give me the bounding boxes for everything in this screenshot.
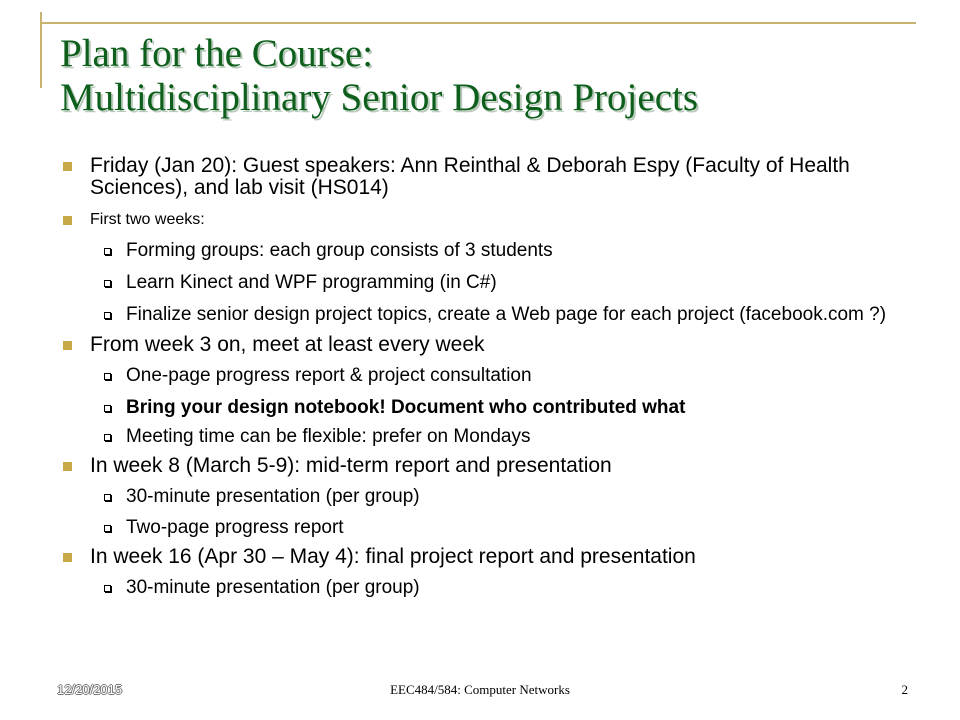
hollow-square-bullet-icon xyxy=(104,280,111,287)
hollow-square-bullet-icon xyxy=(104,525,111,532)
square-bullet-icon xyxy=(63,462,72,471)
sub-bullet-item xyxy=(60,516,940,539)
bullet-item xyxy=(60,455,940,477)
sub-bullet-item xyxy=(60,425,940,448)
sub-bullet-item xyxy=(60,271,940,294)
bullet-item xyxy=(60,155,940,199)
hollow-square-bullet-icon xyxy=(104,248,111,255)
bullet-list xyxy=(60,155,940,599)
bullet-text: First two weeks: xyxy=(90,211,205,228)
bullet-item xyxy=(60,210,940,230)
left-rule xyxy=(40,12,42,88)
sub-bullet-item xyxy=(60,303,940,326)
hollow-square-bullet-icon xyxy=(104,312,111,319)
bullet-text: One-page progress report & project consultation xyxy=(126,365,532,386)
bullet-text: From week 3 on, meet at least every week xyxy=(90,333,485,356)
bullet-text: Two-page progress report xyxy=(126,517,344,538)
square-bullet-icon xyxy=(63,553,72,562)
bullet-item xyxy=(60,546,940,568)
hollow-square-bullet-icon xyxy=(104,585,111,592)
bullet-text: 30-minute presentation (per group) xyxy=(126,577,420,598)
bullet-text: Friday (Jan 20): Guest speakers: Ann Reinthal & Deborah Espy (Faculty of Health Sciences), and lab visit (HS014) xyxy=(90,154,850,199)
hollow-square-bullet-icon xyxy=(104,434,111,441)
square-bullet-icon xyxy=(63,162,72,171)
sub-bullet-item xyxy=(60,485,940,508)
bullet-text: Finalize senior design project topics, create a Web page for each project (facebook.com ?) xyxy=(126,304,887,325)
bullet-text: Bring your design notebook! Document who contributed what xyxy=(126,397,686,418)
bullet-text: Learn Kinect and WPF programming (in C#) xyxy=(126,272,497,293)
title-line-1: Plan for the Course: xyxy=(60,32,374,75)
square-bullet-icon xyxy=(63,341,72,350)
bullet-item xyxy=(60,334,940,356)
sub-bullet-item xyxy=(60,396,940,419)
bullet-text: 30-minute presentation (per group) xyxy=(126,486,420,507)
sub-bullet-item xyxy=(60,364,940,387)
slide-title xyxy=(60,32,698,120)
hollow-square-bullet-icon xyxy=(104,405,111,412)
bullet-text: In week 16 (Apr 30 – May 4): final project report and presentation xyxy=(90,545,696,568)
square-bullet-icon xyxy=(63,216,72,225)
footer-page-number: 2 xyxy=(901,682,908,697)
sub-bullet-item xyxy=(60,239,940,262)
sub-bullet-item xyxy=(60,576,940,599)
footer-course: EEC484/584: Computer Networks xyxy=(390,682,570,697)
top-rule xyxy=(40,22,916,24)
bullet-text: Meeting time can be flexible: prefer on Mondays xyxy=(126,426,531,447)
title-line-2: Multidisciplinary Senior Design Projects xyxy=(60,76,699,119)
bullet-text: In week 8 (March 5-9): mid-term report and presentation xyxy=(90,454,612,477)
footer-date: 12/20/2015 xyxy=(57,682,123,697)
bullet-text: Forming groups: each group consists of 3 students xyxy=(126,240,553,261)
hollow-square-bullet-icon xyxy=(104,494,111,501)
hollow-square-bullet-icon xyxy=(104,373,111,380)
